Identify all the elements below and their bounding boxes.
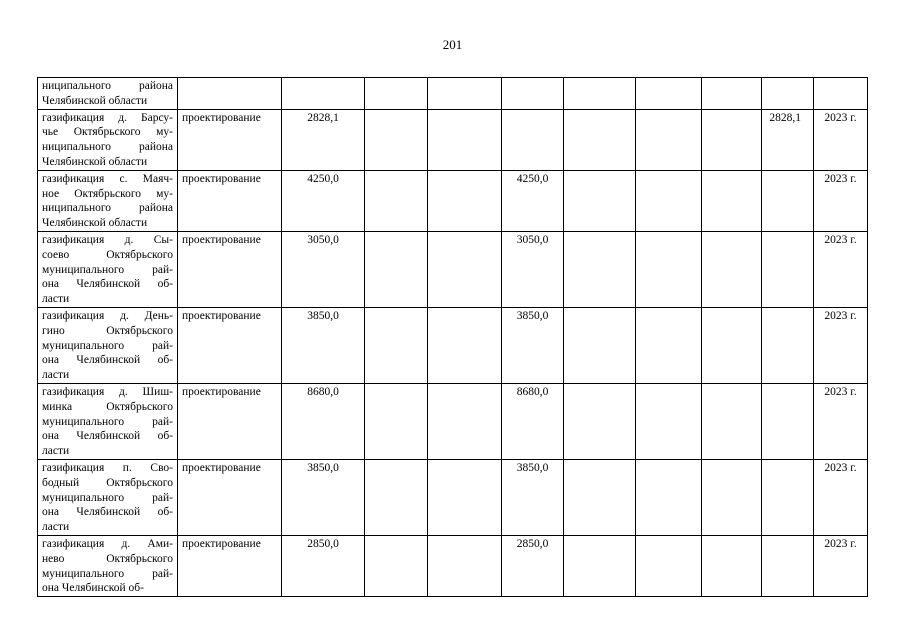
stage-cell: проектирование [178, 383, 282, 459]
object-name-line: газификация с. Маяч- [42, 172, 173, 185]
total-cell [282, 78, 365, 110]
stage-cell: проектирование [178, 459, 282, 535]
value-cell [636, 307, 702, 383]
table-row [38, 170, 868, 231]
object-name-line: она Челябинской об- [42, 582, 144, 595]
value-cell [428, 383, 502, 459]
value-cell [702, 109, 762, 170]
value-cell: 3850,0 [502, 459, 564, 535]
value-cell [636, 109, 702, 170]
value-cell [762, 231, 814, 307]
value-cell [636, 78, 702, 110]
value-cell [636, 535, 702, 596]
object-name-cell [38, 78, 178, 110]
stage-cell: проектирование [178, 535, 282, 596]
value-cell [365, 535, 428, 596]
value-cell [502, 78, 564, 110]
object-name-line: минка Октябрьского [42, 400, 173, 413]
object-name-cell [38, 109, 178, 170]
object-name-line: гино Октябрьского [42, 324, 173, 337]
value-cell [762, 307, 814, 383]
object-name-line: ное Октябрьского му- [42, 187, 173, 200]
object-name-line: газификация д. Шиш- [42, 385, 173, 398]
object-name-line: соево Октябрьского [42, 248, 173, 261]
object-name-line: она Челябинской об- [42, 354, 173, 367]
value-cell [702, 383, 762, 459]
value-cell [428, 78, 502, 110]
value-cell [365, 170, 428, 231]
value-cell [564, 109, 636, 170]
object-name-line: муниципального рай- [42, 339, 173, 352]
value-cell [365, 78, 428, 110]
total-cell: 2828,1 [282, 109, 365, 170]
value-cell [762, 170, 814, 231]
object-name-line: ласти [42, 369, 70, 382]
total-cell: 2850,0 [282, 535, 365, 596]
stage-cell: проектирование [178, 170, 282, 231]
total-cell: 8680,0 [282, 383, 365, 459]
table-row [38, 383, 868, 459]
start-year-cell: 2023 г. [814, 535, 868, 596]
object-name-line: ниципального района [42, 141, 173, 154]
start-year-cell: 2023 г. [814, 307, 868, 383]
object-name-line: она Челябинской об- [42, 430, 173, 443]
value-cell [702, 459, 762, 535]
investment-table [37, 77, 868, 597]
object-name-line: чье Октябрьского му- [42, 126, 173, 139]
value-cell [365, 231, 428, 307]
value-cell [365, 459, 428, 535]
value-cell [702, 170, 762, 231]
value-cell [564, 170, 636, 231]
value-cell: 2850,0 [502, 535, 564, 596]
object-name-cell [38, 307, 178, 383]
value-cell [428, 307, 502, 383]
value-cell [702, 307, 762, 383]
value-cell [702, 535, 762, 596]
object-name-line: газификация д. День- [42, 309, 173, 322]
value-cell [428, 535, 502, 596]
value-cell [564, 78, 636, 110]
table-row [38, 109, 868, 170]
table-body [38, 78, 868, 597]
start-year-cell: 2023 г. [814, 109, 868, 170]
value-cell [702, 78, 762, 110]
value-cell [428, 459, 502, 535]
table-row [38, 78, 868, 110]
object-name-cell [38, 459, 178, 535]
start-year-cell: 2023 г. [814, 459, 868, 535]
object-name-cell [38, 170, 178, 231]
value-cell: 4250,0 [502, 170, 564, 231]
object-name-line: газификация д. Сы- [42, 233, 173, 246]
value-cell [636, 383, 702, 459]
value-cell [428, 109, 502, 170]
start-year-cell: 2023 г. [814, 231, 868, 307]
object-name-line: муниципального рай- [42, 567, 173, 580]
object-name-line: ниципального района [42, 202, 173, 215]
value-cell [636, 170, 702, 231]
value-cell [762, 459, 814, 535]
object-name-cell [38, 231, 178, 307]
value-cell [564, 383, 636, 459]
start-year-cell [814, 78, 868, 110]
value-cell [636, 459, 702, 535]
value-cell [762, 383, 814, 459]
stage-cell [178, 78, 282, 110]
object-name-line: газификация п. Сво- [42, 461, 173, 474]
value-cell [564, 307, 636, 383]
value-cell [365, 383, 428, 459]
object-name-line: муниципального рай- [42, 491, 173, 504]
table-row [38, 231, 868, 307]
table-row [38, 535, 868, 596]
total-cell: 4250,0 [282, 170, 365, 231]
total-cell: 3850,0 [282, 459, 365, 535]
object-name-line: нево Октябрьского [42, 552, 173, 565]
stage-cell: проектирование [178, 231, 282, 307]
object-name-line: муниципального рай- [42, 263, 173, 276]
value-cell [502, 109, 564, 170]
object-name-line: бодный Октябрьского [42, 476, 173, 489]
object-name-line: ласти [42, 293, 70, 306]
value-cell [564, 231, 636, 307]
value-cell: 3850,0 [502, 307, 564, 383]
object-name-line: она Челябинской об- [42, 278, 173, 291]
value-cell [365, 109, 428, 170]
start-year-cell: 2023 г. [814, 383, 868, 459]
value-cell [636, 231, 702, 307]
value-cell [564, 459, 636, 535]
value-cell: 3050,0 [502, 231, 564, 307]
value-cell: 8680,0 [502, 383, 564, 459]
table-row [38, 459, 868, 535]
object-name-line: ниципального района [42, 80, 173, 92]
value-cell [564, 535, 636, 596]
value-cell [702, 231, 762, 307]
object-name-cell [38, 383, 178, 459]
total-cell: 3050,0 [282, 231, 365, 307]
start-year-cell: 2023 г. [814, 170, 868, 231]
stage-cell: проектирование [178, 307, 282, 383]
stage-cell: проектирование [178, 109, 282, 170]
total-cell: 3850,0 [282, 307, 365, 383]
value-cell [428, 170, 502, 231]
value-cell: 2828,1 [762, 109, 814, 170]
object-name-line: муниципального рай- [42, 415, 173, 428]
object-name-line: она Челябинской об- [42, 506, 173, 519]
value-cell [762, 535, 814, 596]
value-cell [762, 78, 814, 110]
object-name-line: ласти [42, 445, 70, 458]
object-name-cell [38, 535, 178, 596]
value-cell [365, 307, 428, 383]
page-number: 201 [442, 37, 463, 52]
value-cell [428, 231, 502, 307]
object-name-line: Челябинской области [42, 94, 148, 107]
object-name-line: газификация д. Барсу- [42, 111, 173, 124]
object-name-line: Челябинской области [42, 217, 148, 230]
table-row [38, 307, 868, 383]
object-name-line: Челябинской области [42, 155, 148, 168]
object-name-line: ласти [42, 521, 70, 534]
object-name-line: газификация д. Ами- [42, 537, 173, 550]
